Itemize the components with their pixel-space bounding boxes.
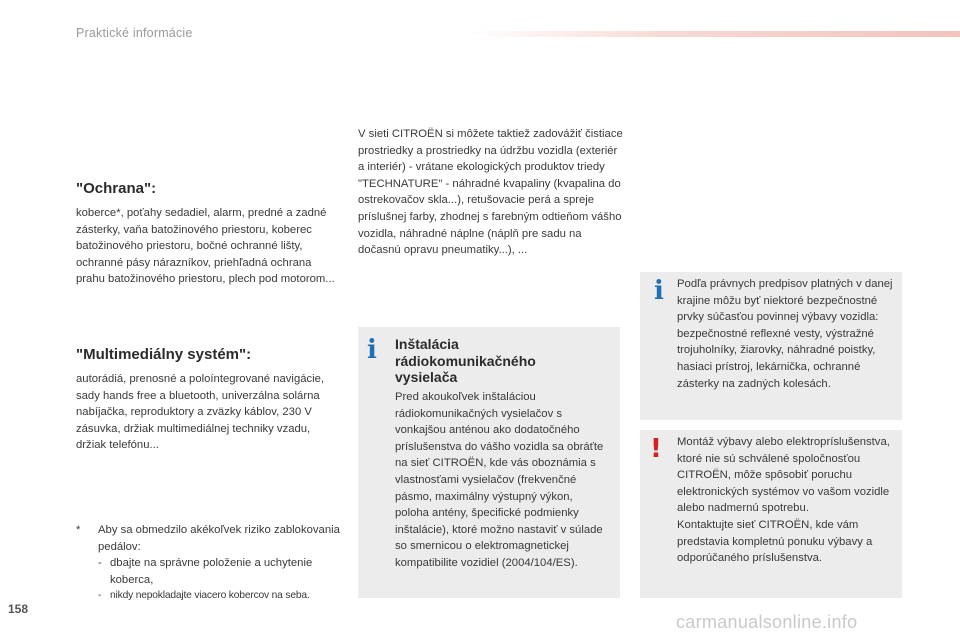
warning-text-1: Montáž výbavy alebo elektropríslušenstva, ktoré nie sú schválené spoločnosťou CITROËN, môže spôsobiť poruchu elektronických systémov vo vašom vozidle alebo nadmernú spotrebu.: [677, 436, 890, 515]
page-number: 158: [8, 602, 29, 616]
radio-box-text: Pred akoukoľvek inštaláciou rádiokomunikačných vysielačov s vonkajšou anténou ako dodatočného príslušenstva do vášho vozidla sa obráťte na sieť CITROËN, kde vás oboznámia s vlastnosťami vysielačov (frekvenčné pásmo, maximálny výstupný výkon, poloha antény, špecifické podmienky inštalácie), ktoré možno nastaviť v súlade so smernicou o elektromagnetickej kompatibilite vozidiel (2004/104/ES).: [395, 391, 604, 569]
page-header-title: Praktické informácie: [76, 26, 193, 40]
footnote: [76, 522, 346, 605]
watermark: carmanualsonline.info: [676, 612, 858, 632]
left-column-multimedia: [76, 346, 338, 454]
footnote-intro: Aby sa obmedzilo akékoľvek riziko zablokovania pedálov:: [98, 524, 340, 553]
warning-box: [640, 430, 902, 598]
footnote-marker: *: [76, 524, 81, 536]
section-text-multimedia: autorádiá, prenosné a poloíntegrované navigácie, sady hands free a bluetooth, univerzálna solárna nabíjačka, reproduktory a zväzky káblov, 230 V zásuvka, držiak multimediálnej techniky vzadu, držiak telefónu...: [76, 373, 325, 452]
warning-text-2: Kontaktujte sieť CITROËN, kde vám predstavia kompletnú ponuku výbavy a odporúčaného príslušenstva.: [677, 518, 873, 565]
consumables-text: V sieti CITROËN si môžete taktiež zadovážiť čistiace prostriedky a prostriedky na údržbu vozidla (exteriér a interiér) - vrátane ekologických produktov triedy "TECHNATURE" - náhradné kvapaliny (kvapalina do ostrekovačov skla...), retušovacie perá a spreje príslušnej farby, zhodnej s farebným odtieňom vášho vozidla, náhradné náplne (náplň pre sadu na dočasnú opravu pneumatiky...), ...: [358, 128, 623, 257]
section-heading-multimedia: "Multimediálny systém":: [76, 346, 252, 363]
section-heading-ochrana: "Ochrana":: [76, 180, 157, 197]
exclamation-icon: !: [650, 434, 662, 464]
footnote-item-2: nikdy nepokladajte viacero kobercov na seba.: [110, 590, 310, 602]
info-box-legal: [640, 272, 902, 420]
middle-column: [358, 126, 624, 259]
header-accent-bar: [470, 31, 960, 37]
legal-box-text: Podľa právnych predpisov platných v danej krajine môžu byť niektoré bezpečnostné prvky súčasťou povinnej výbavy vozidla: bezpečnostné reflexné vesty, výstražné trojuholníky, žiarovky, náhradné poistky, hasiaci prístroj, lekárnička, ochranné zásterky na zadných kolesách.: [677, 278, 893, 390]
radio-box-heading: Inštalácia rádiokomunikačného vysielača: [395, 336, 536, 385]
info-icon: i: [654, 276, 664, 306]
footnote-dash: -: [98, 590, 102, 602]
left-column: [76, 180, 338, 288]
footnote-item-1: dbajte na správne položenie a uchytenie koberca,: [110, 557, 313, 586]
footnote-dash: -: [98, 557, 102, 570]
section-text-ochrana: koberce*, poťahy sedadiel, alarm, predné a zadné zásterky, vaňa batožinového priestoru, koberec batožinového priestoru, bočné ochranné lišty, ochranné pásy nárazníkov, priehľadná ochrana prahu batožinového priestoru, plech pod motorom...: [76, 207, 335, 286]
info-icon: i: [367, 335, 377, 365]
info-box-radio: [358, 327, 620, 598]
